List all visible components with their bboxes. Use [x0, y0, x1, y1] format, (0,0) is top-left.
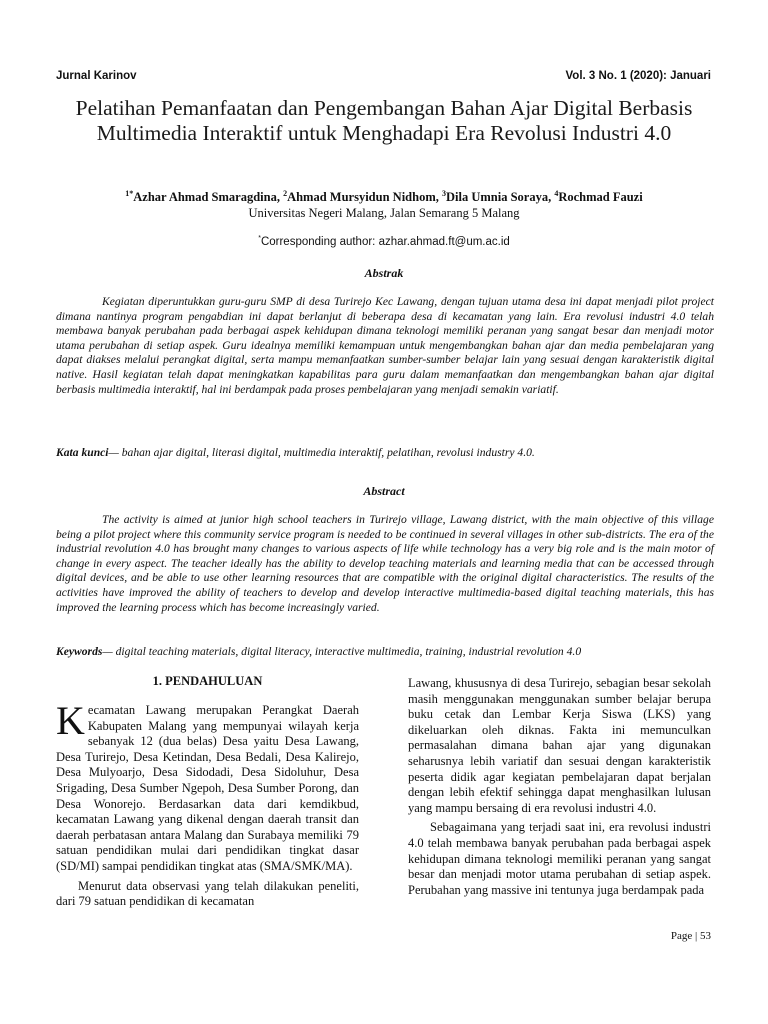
abstract-heading: Abstract [363, 484, 405, 498]
kata-kunci-text: — bahan ajar digital, literasi digital, multimedia interaktif, pelatihan, revolusi industry 4.0. [108, 446, 535, 459]
corresponding-text: Corresponding author: azhar.ahmad.ft@um.ac.id [260, 235, 510, 248]
right-paragraph-1: Lawang, khususnya di desa Turirejo, sebagian besar sekolah masih menggunakan menggunakan sumber belajar berupa buku cetak dan Lembar Kerja Siswa (LKS) yang dikeluarkan oleh diknas. Fakta ini memunculkan permasalahan dimana bahan ajar yang digunakan seharusnya lebih variatif dan sesuai dengan karakteristik peserta didik agar kegiatan pembelajaran dapat berjalan dengan lebih efektif sehingga dapat menghasilkan lulusan yang mampu bersaing di era revolusi industri 4.0. [408, 676, 711, 815]
abstrak-body: Kegiatan diperuntukkan guru-guru SMP di desa Turirejo Kec Lawang, dengan tujuan utama desa ini dapat menjadi pilot project dimana nantinya program pengabdian ini dapat berlanjut di beberapa desa di kecamatan yang lain. Era revolusi industri 4.0 telah membawa banyak perubahan pada berbagai aspek kehidupan dimana teknologi memiliki peranan yang sangat besar dan menjadi motor utama perubahan di setiap aspek. Guru idealnya memiliki kemampuan untuk mengembangkan bahan ajar dan media pembelajaran yang dapat diakses melalui perangkat digital, serta mampu memanfaatkan sumber-sumber belajar lain yang sesuai dengan karakteristik digital native. Hasil kegiatan telah dapat meningkatkan kapabilitas para guru dalam memanfaatkan dan mengembangkan bahan ajar digital berbasis multimedia interaktif, hal ini berdampak pada proses pembelajaran yang menjadi semakin variatif. [56, 295, 714, 396]
left-paragraph-1-text: ecamatan Lawang merupakan Perangkat Daerah Kabupaten Malang yang mempunyai wilayah kerja sebanyak 12 (dua belas) Desa yaitu Desa Lawang, Desa Turirejo, Desa Ketindan, Desa Bedali, Desa Kalirejo, Desa Mulyoarjo, Desa Sidodadi, Desa Sidoluhur, Desa Srigading, Desa Sumber Ngepoh, Desa Sumber Porong, dan Desa Wonorejo. Berdasarkan data dari kemdikbud, kecamatan Lawang yang dikenal dengan daerah transit dan daerah perbatasan antara Malang dan Surabaya memiliki 79 satuan pendidikan mulai dari pendidikan tingkat dasar (SD/MI) sampai pendidikan tingkat atas (SMA/SMK/MA). [56, 703, 359, 873]
corresponding-author [40, 235, 728, 248]
kata-kunci-label: Kata kunci [56, 446, 109, 459]
author-2-sup: 2 [283, 189, 288, 198]
paper-title: Pelatihan Pemanfaatan dan Pengembangan Bahan Ajar Digital Berbasis Multimedia Interaktif untuk Menghadapi Era Revolusi Industri 4.0 [75, 96, 693, 145]
journal-volume: Vol. 3 No. 1 (2020): Januari [565, 70, 711, 82]
left-column [56, 698, 359, 910]
keywords [56, 645, 714, 658]
abstrak-heading: Abstrak [364, 266, 404, 280]
author-list [40, 189, 728, 205]
corresponding-sup: * [258, 235, 261, 242]
affiliation: Universitas Negeri Malang, Jalan Semarang 5 Malang [248, 206, 520, 220]
author-4-sup: 4 [554, 189, 559, 198]
kata-kunci [56, 446, 714, 459]
author-1-name: Azhar Ahmad Smaragdina, [133, 190, 284, 205]
right-paragraph-2: Sebagaimana yang terjadi saat ini, era revolusi industri 4.0 telah membawa banyak perubahan pada berbagai aspek kehidupan dimana teknologi memiliki peranan yang sangat besar dan menjadi motor utama perubahan di setiap aspek. Perubahan yang massive ini tentunya juga berdampak pada [408, 820, 711, 897]
section-heading: 1. PENDAHULUAN [152, 674, 263, 688]
drop-cap: K [56, 698, 85, 743]
keywords-label: Keywords [56, 645, 103, 658]
right-column [408, 676, 711, 898]
author-2-name: Ahmad Mursyidun Nidhom, [287, 190, 442, 205]
journal-name: Jurnal Karinov [56, 70, 137, 82]
author-3-name: Dila Umnia Soraya, [445, 190, 555, 205]
page-number: Page | 53 [670, 930, 711, 942]
author-4-name: Rochmad Fauzi [558, 190, 643, 205]
keywords-text: — digital teaching materials, digital literacy, interactive multimedia, training, industrial revolution 4.0 [102, 645, 582, 658]
author-1-sup: 1* [125, 189, 134, 198]
left-paragraph-1 [56, 698, 359, 875]
abstract-body: The activity is aimed at junior high school teachers in Turirejo village, Lawang district, with the main objective of this village being a pilot project where this community service program is needed to be continued in several villages in other sub-districts. The era of the industrial revolution 4.0 has brought many changes to various aspects of life while technology has a very big role and is the main motor of change in every aspect. The teacher ideally has the ability to develop teaching materials and learning media that can be accessed through digital devices, and be able to use other learning resources that are compatible with the original digital characteristics. The results of the activities have improved the ability of teachers to develop and develop interactive multimedia-based digital teaching materials, this has improved the learning process which has become increasingly varied. [56, 513, 714, 614]
left-paragraph-2: Menurut data observasi yang telah dilakukan peneliti, dari 79 satuan pendidikan di kecamatan [56, 878, 359, 909]
author-3-sup: 3 [441, 189, 446, 198]
